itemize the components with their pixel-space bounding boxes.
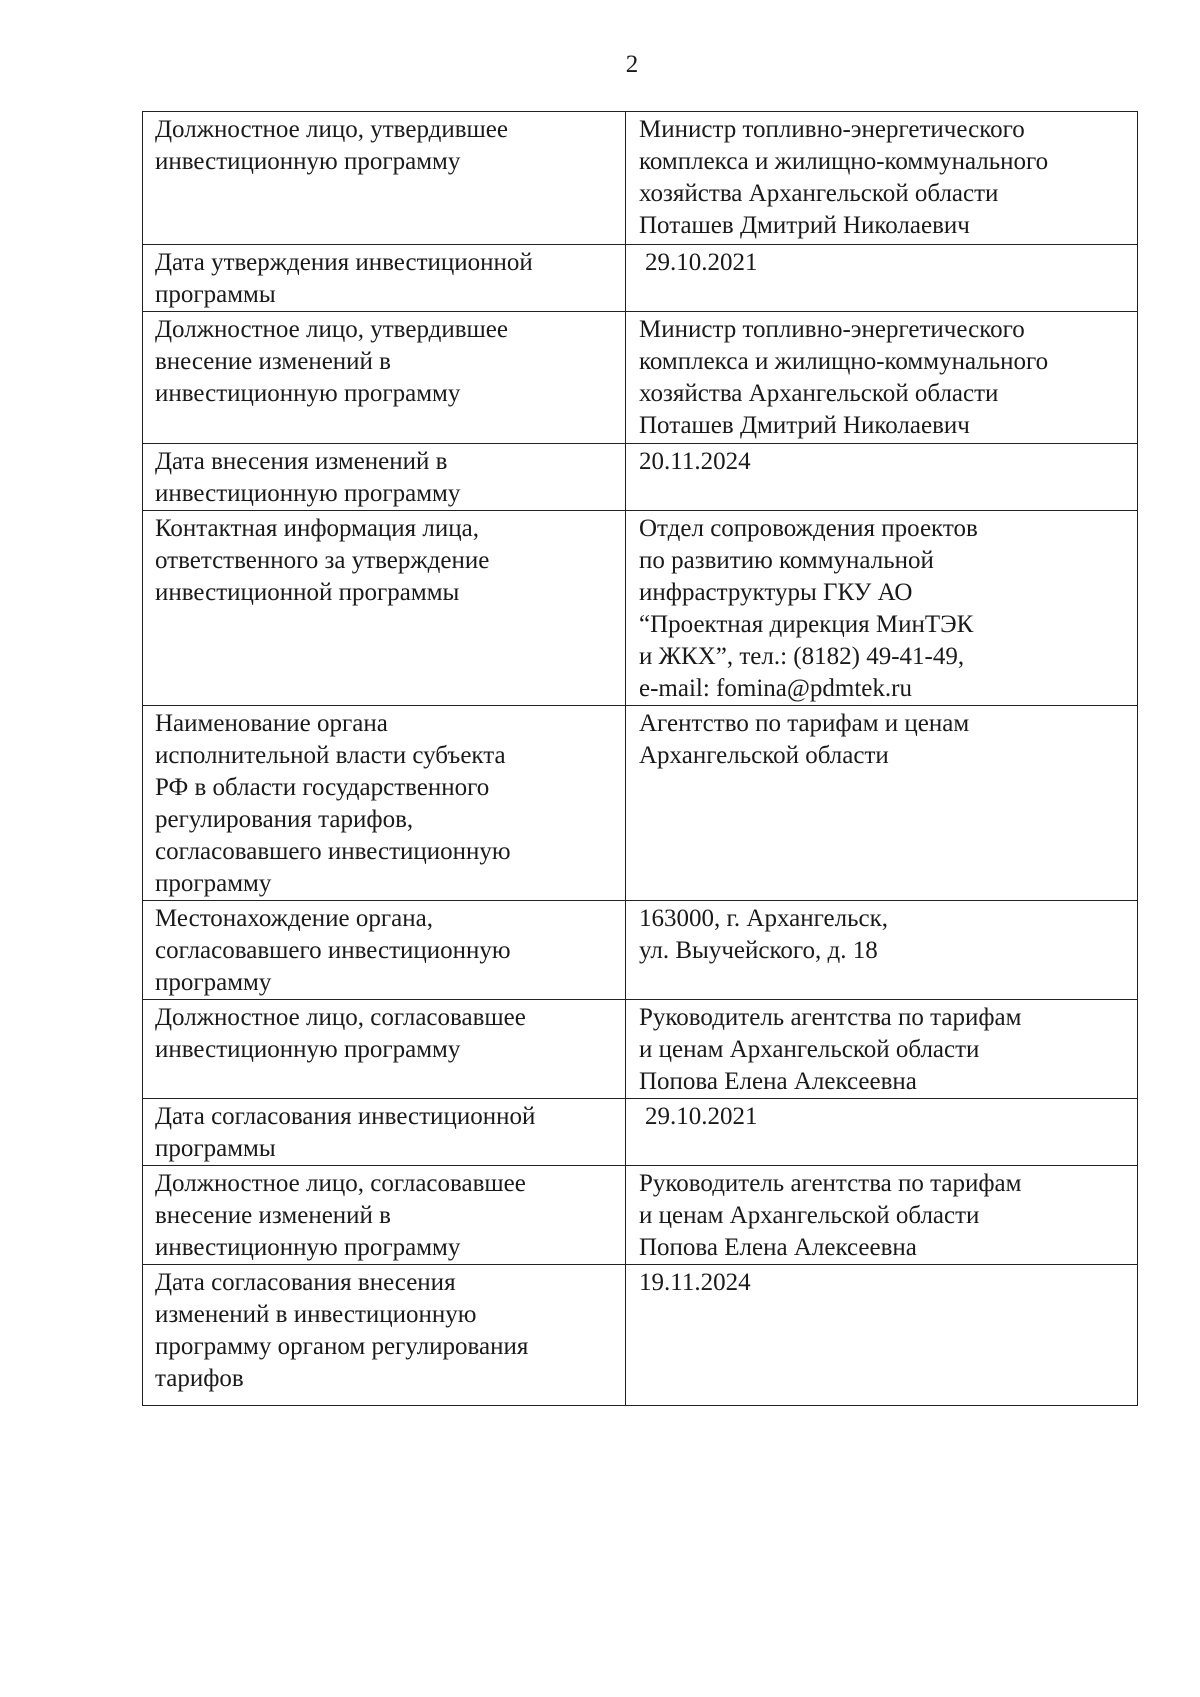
value-line: Руководитель агентства по тарифам [639, 1170, 1022, 1197]
value-line: “Проектная дирекция МинТЭК [639, 611, 974, 638]
row-value-cell [626, 112, 1138, 245]
label-line: Должностное лицо, согласовавшее [155, 1004, 526, 1031]
label-line: Дата внесения изменений в [155, 448, 448, 475]
row-label-cell [143, 706, 626, 901]
label-line: Должностное лицо, утвердившее [155, 116, 508, 143]
label-line: Дата согласования инвестиционной [155, 1103, 536, 1130]
row-value-cell [626, 312, 1138, 444]
label-line: инвестиционной программы [155, 579, 460, 606]
table-row [143, 444, 1138, 511]
row-label-cell [143, 1000, 626, 1099]
value-line: e-mail: fomina@pdmtek.ru [639, 675, 912, 702]
label-line: программу [155, 969, 272, 996]
row-value-cell [626, 706, 1138, 901]
row-label-cell [143, 444, 626, 511]
label-line: согласовавшего инвестиционную [155, 937, 511, 964]
label-line: Местонахождение органа, [155, 905, 433, 932]
value-line: хозяйства Архангельской области [639, 380, 999, 407]
label-line: Наименование органа [155, 710, 388, 737]
label-line: Должностное лицо, согласовавшее [155, 1170, 526, 1197]
row-label-cell [143, 1265, 626, 1406]
label-line: РФ в области государственного [155, 774, 490, 801]
value-line: 20.11.2024 [639, 448, 751, 475]
value-line: Попова Елена Алексеевна [639, 1068, 917, 1095]
label-line: Дата согласования внесения [155, 1269, 456, 1296]
row-value-cell [626, 444, 1138, 511]
row-label-cell [143, 1166, 626, 1265]
row-value-cell [626, 1166, 1138, 1265]
label-line: согласовавшего инвестиционную [155, 838, 511, 865]
table-row [143, 245, 1138, 312]
table-row [143, 706, 1138, 901]
label-line: изменений в инвестиционную [155, 1301, 477, 1328]
value-line: ул. Выучейского, д. 18 [639, 937, 878, 964]
page-number: 2 [625, 51, 639, 78]
value-line: Архангельской области [639, 742, 889, 769]
table-row [143, 1000, 1138, 1099]
label-line: Дата утверждения инвестиционной [155, 249, 533, 276]
table-row [143, 112, 1138, 245]
label-line: ответственного за утверждение [155, 547, 490, 574]
value-line: Поташев Дмитрий Николаевич [639, 412, 970, 439]
value-line: Поташев Дмитрий Николаевич [639, 212, 970, 239]
table-body [143, 112, 1138, 1406]
row-label-cell [143, 1099, 626, 1166]
label-line: внесение изменений в [155, 1202, 391, 1229]
value-line: хозяйства Архангельской области [639, 180, 999, 207]
label-line: исполнительной власти субъекта [155, 742, 506, 769]
value-line: и ценам Архангельской области [639, 1202, 980, 1229]
row-label-cell [143, 245, 626, 312]
row-label-cell [143, 511, 626, 706]
value-line: 29.10.2021 [645, 1103, 758, 1130]
row-label-cell [143, 112, 626, 245]
value-line: Министр топливно-энергетического [639, 316, 1025, 343]
row-value-cell [626, 1099, 1138, 1166]
value-line: Руководитель агентства по тарифам [639, 1004, 1022, 1031]
label-line: инвестиционную программу [155, 1234, 461, 1261]
table-row [143, 312, 1138, 444]
label-line: внесение изменений в [155, 348, 391, 375]
value-line: Попова Елена Алексеевна [639, 1234, 917, 1261]
value-line: по развитию коммунальной [639, 547, 934, 574]
row-value-cell [626, 245, 1138, 312]
row-value-cell [626, 511, 1138, 706]
row-value-cell [626, 1000, 1138, 1099]
row-label-cell [143, 901, 626, 1000]
label-line: инвестиционную программу [155, 1036, 461, 1063]
row-value-cell [626, 901, 1138, 1000]
table-row [143, 1166, 1138, 1265]
value-line: Агентство по тарифам и ценам [639, 710, 970, 737]
row-value-cell [626, 1265, 1138, 1406]
label-line: тарифов [155, 1365, 244, 1392]
label-line: Должностное лицо, утвердившее [155, 316, 508, 343]
table-row [143, 1265, 1138, 1406]
label-line: программы [155, 1135, 276, 1162]
label-line: Контактная информация лица, [155, 515, 480, 542]
label-line: инвестиционную программу [155, 380, 461, 407]
value-line: 29.10.2021 [645, 249, 758, 276]
value-line: комплекса и жилищно-коммунального [639, 148, 1049, 175]
value-line: 163000, г. Архангельск, [639, 905, 889, 932]
label-line: инвестиционную программу [155, 480, 461, 507]
value-line: Министр топливно-энергетического [639, 116, 1025, 143]
label-line: инвестиционную программу [155, 148, 461, 175]
label-line: программу [155, 870, 272, 897]
table-row [143, 1099, 1138, 1166]
value-line: Отдел сопровождения проектов [639, 515, 978, 542]
label-line: программы [155, 281, 276, 308]
table-row [143, 511, 1138, 706]
row-label-cell [143, 312, 626, 444]
value-line: комплекса и жилищно-коммунального [639, 348, 1049, 375]
approval-info-table [142, 111, 1138, 1406]
value-line: и ценам Архангельской области [639, 1036, 980, 1063]
value-line: инфраструктуры ГКУ АО [639, 579, 913, 606]
value-line: и ЖКХ”, тел.: (8182) 49-41-49, [639, 643, 965, 670]
value-line: 19.11.2024 [639, 1269, 751, 1296]
table-row [143, 901, 1138, 1000]
label-line: регулирования тарифов, [155, 806, 414, 833]
label-line: программу органом регулирования [155, 1333, 529, 1360]
